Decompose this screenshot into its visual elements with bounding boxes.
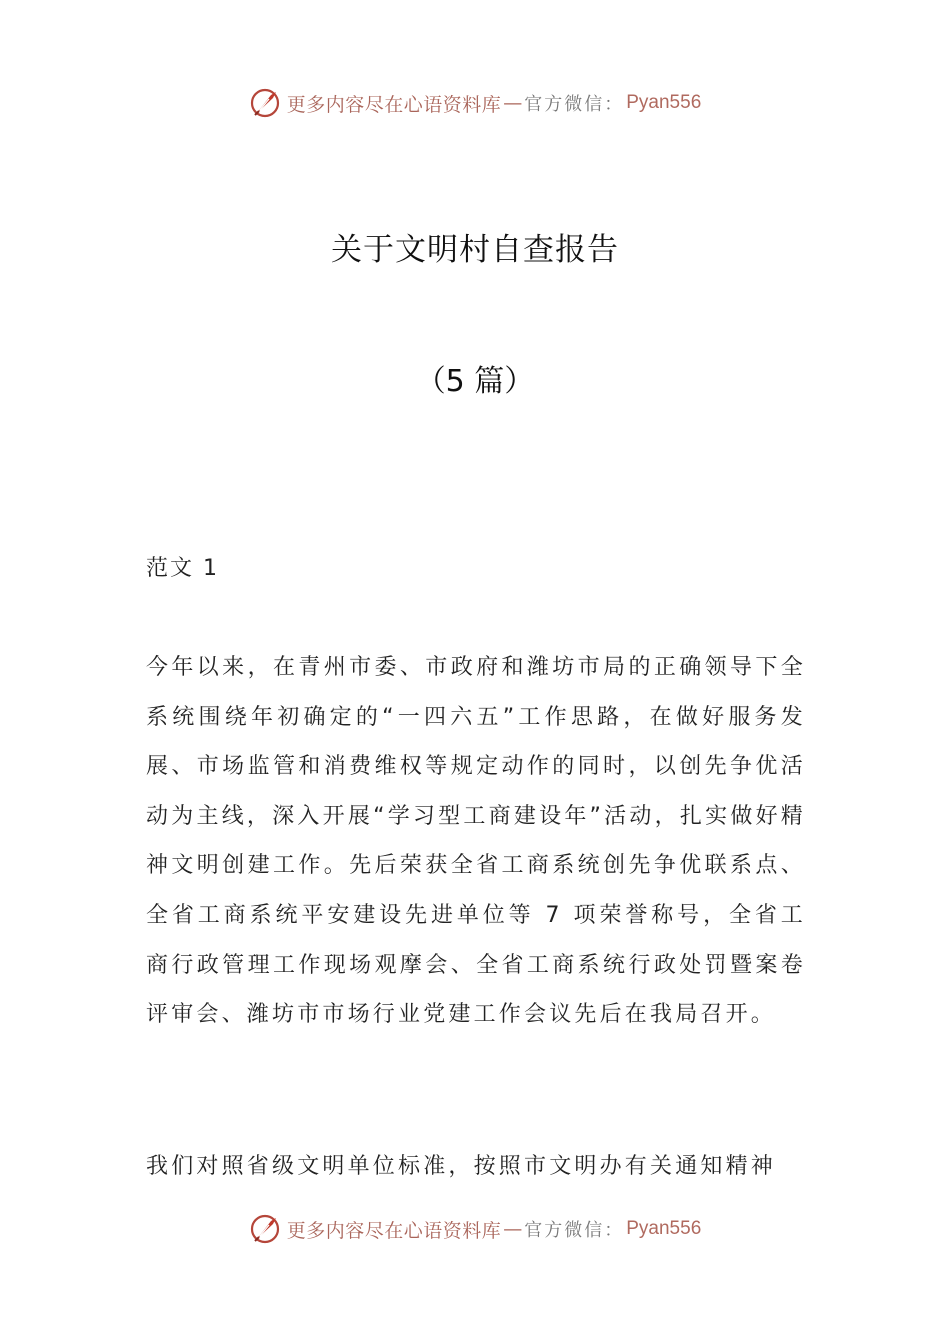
document-title: 关于文明村自查报告 (331, 232, 619, 268)
banner-text: 更多内容尽在心语资料库 (286, 1219, 502, 1242)
section-label: 范文 1 (146, 556, 219, 581)
quill-logo-icon (249, 86, 283, 120)
paragraph-1: 今年以来，在青州市委、市政府和潍坊市局的正确领导下全系统围绕年初确定的“一四六五”工作思路，在做好服务发展、市场监管和消费维权等规定动作的同时，以创先争优活动为主线，深入开展“学习型工商建设年”活动，扎实做好精神文明创建工作。先后荣获全省工商系统创先争优联系点、全省工商系统平安建设先进单位等 7 项荣誉称号，全省工商行政管理工作现场观摩会、全省工商系统行政处罚暨案卷评审会、潍坊市市场行业党建工作会议先后在我局召开。 (146, 655, 806, 1028)
banner-separator: — (503, 92, 523, 114)
wechat-id: Pyan556 (626, 92, 702, 113)
wechat-id: Pyan556 (626, 1218, 702, 1239)
quill-logo-icon (249, 1212, 283, 1246)
footer-banner (0, 1209, 950, 1249)
header-banner (0, 83, 950, 123)
banner-text: 更多内容尽在心语资料库 (286, 93, 502, 116)
wechat-label: 官方微信： (524, 1220, 625, 1241)
document-subtitle: （5 篇） (415, 364, 535, 399)
wechat-label: 官方微信： (524, 94, 625, 115)
banner-separator: — (503, 1218, 523, 1240)
paragraph-2: 我们对照省级文明单位标准，按照市文明办有关通知精神 (146, 1154, 777, 1179)
